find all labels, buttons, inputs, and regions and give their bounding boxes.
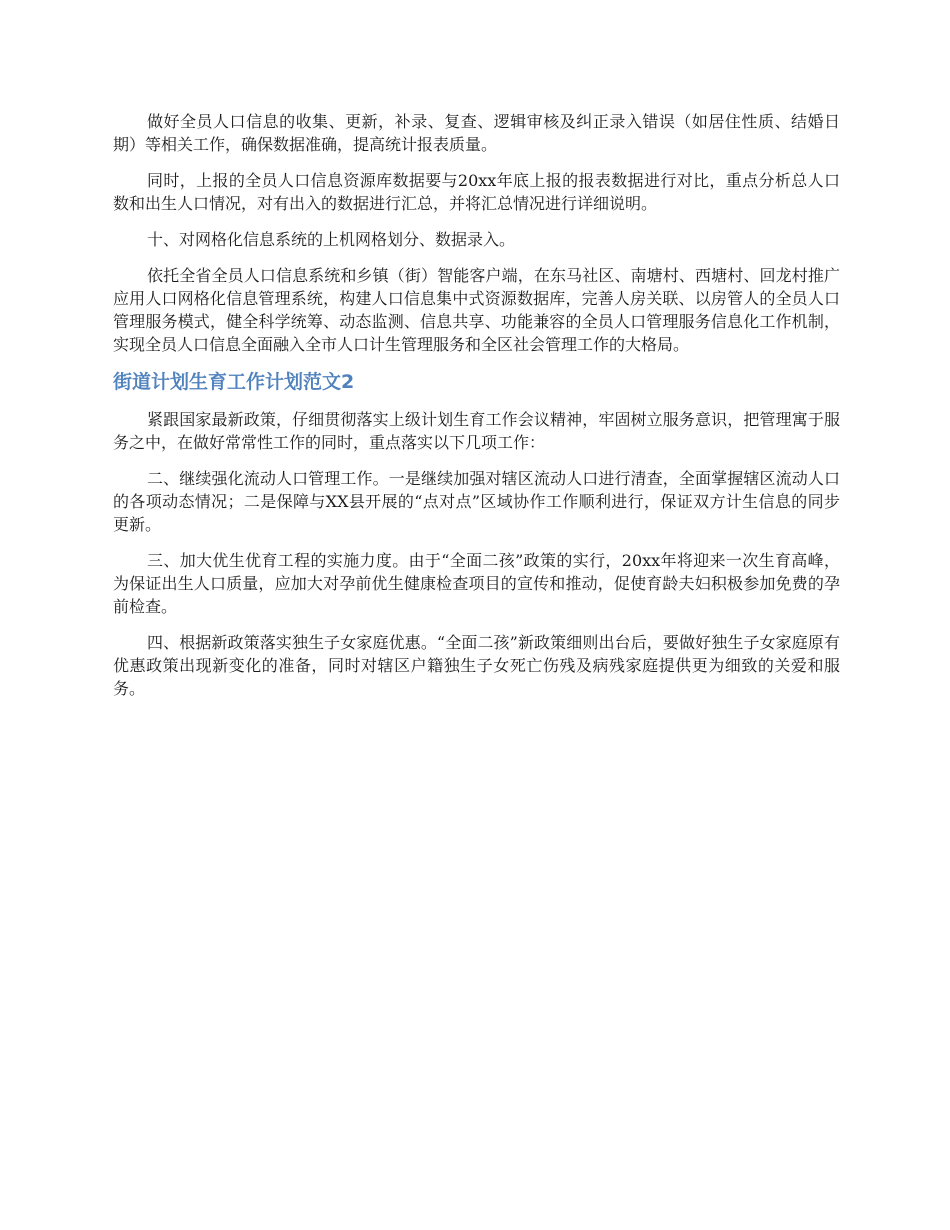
- paragraph-item-three: 三、加大优生优育工程的实施力度。由于“全面二孩”政策的实行，20xx年将迎来一次生育高峰，为保证出生人口质量，应加大对孕前优生健康检查项目的宣传和推动，促使育龄夫妇积极参加免费的孕前检查。: [113, 551, 840, 616]
- paragraph-grid-system: 依托全省全员人口信息系统和乡镇（街）智能客户端，在东马社区、南塘村、西塘村、回龙村推广应用人口网格化信息管理系统，构建人口信息集中式资源数据库，完善人房关联、以房管人的全员人口管理服务模式，健全科学统筹、动态监测、信息共享、功能兼容的全员人口管理服务信息化工作机制，实现全员人口信息全面融入全市人口计生管理服务和全区社会管理工作的大格局。: [113, 266, 840, 354]
- paragraph-data-collection: 做好全员人口信息的收集、更新，补录、复查、逻辑审核及纠正录入错误（如居住性质、结婚日期）等相关工作，确保数据准确，提高统计报表质量。: [113, 112, 840, 154]
- section-heading: 街道计划生育工作计划范文2: [113, 371, 355, 393]
- document-page: [113, 110, 840, 713]
- paragraph-data-comparison: 同时，上报的全员人口信息资源库数据要与20xx年底上报的报表数据进行对比，重点分析总人口数和出生人口情况，对有出入的数据进行汇总，并将汇总情况进行详细说明。: [113, 171, 840, 213]
- paragraph-item-two: 二、继续强化流动人口管理工作。一是继续加强对辖区流动人口进行清查，全面掌握辖区流动人口的各项动态情况；二是保障与XX县开展的“点对点”区域协作工作顺利进行，保证双方计生信息的同步更新。: [113, 469, 840, 534]
- paragraph-intro: 紧跟国家最新政策，仔细贯彻落实上级计划生育工作会议精神，牢固树立服务意识，把管理寓于服务之中，在做好常常性工作的同时，重点落实以下几项工作：: [113, 410, 840, 452]
- paragraph-item-ten: 十、对网格化信息系统的上机网格划分、数据录入。: [147, 230, 516, 249]
- paragraph-item-four: 四、根据新政策落实独生子女家庭优惠。“全面二孩”新政策细则出台后，要做好独生子女家庭原有优惠政策出现新变化的准备，同时对辖区户籍独生子女死亡伤残及病残家庭提供更为细致的关爱和服务。: [113, 633, 840, 698]
